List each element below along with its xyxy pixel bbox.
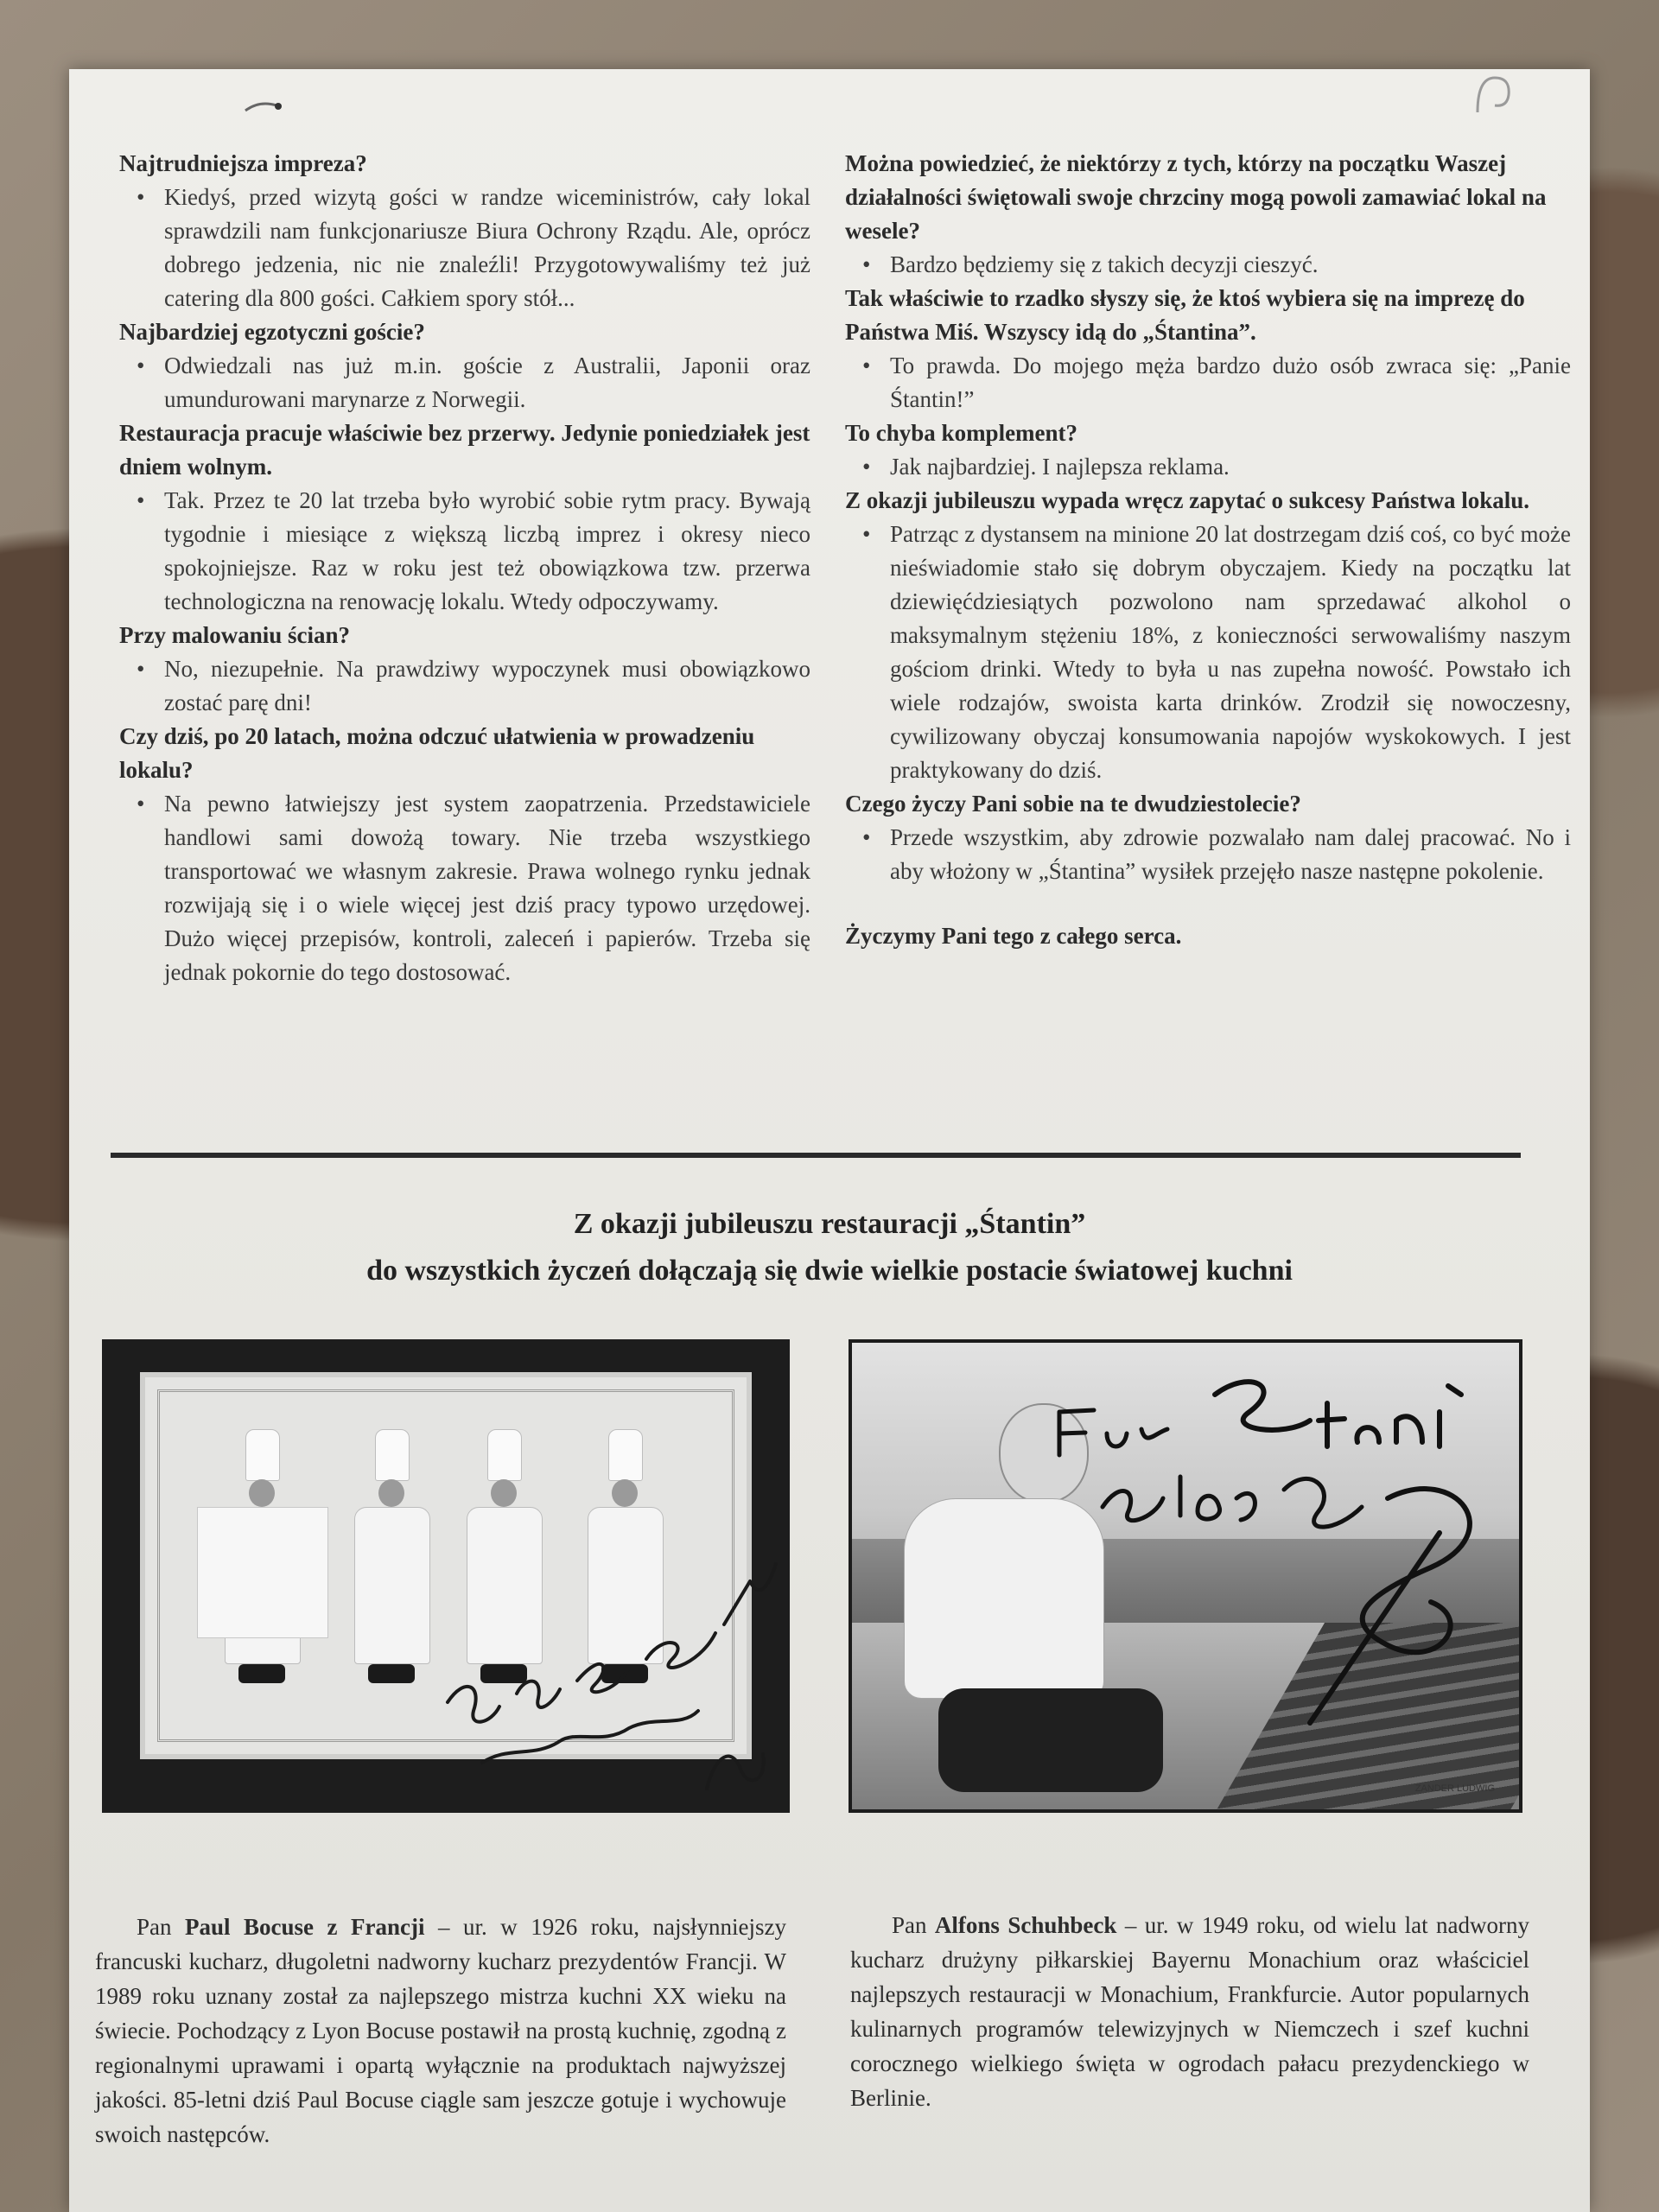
answer: • Odwiedzali nas już m.in. goście z Australii, Japonii oraz umundurowani marynarze z Norwegii.	[119, 349, 810, 416]
question: To chyba komplement?	[845, 420, 1078, 446]
chef-figure	[577, 1429, 672, 1697]
photo-paul-bocuse	[102, 1339, 790, 1813]
caption-paul-bocuse	[95, 1910, 786, 2152]
caption-prefix: Pan	[892, 1912, 935, 1938]
question: Czy dziś, po 20 latach, można odczuć ułatwienia w prowadzeniu lokalu?	[119, 723, 755, 783]
newspaper-page	[69, 69, 1590, 2212]
answer: • Tak. Przez te 20 lat trzeba było wyrobić sobie rytm pracy. Bywają tygodnie i miesiące z większą liczbą imprez i okresy nieco spokojniejsze. Raz w roku jest też obowiązkowa tzw. przerwa technologiczna na renowację lokalu. Wtedy odpoczywamy.	[119, 484, 810, 619]
answer: • Kiedyś, przed wizytą gości w randze wiceministrów, cały lokal sprawdzili nam funkcjonariusze Biura Ochrony Rządu. Ale, oprócz dobrego jedzenia, nic nie znaleźli! Przygotowywaliśmy też już catering dla 800 gości. Całkiem spory stół...	[119, 181, 810, 315]
caption-name: Paul Bocuse z Francji	[185, 1914, 425, 1940]
chef-portrait	[887, 1403, 1146, 1801]
chef-figure	[456, 1429, 551, 1697]
question: Restauracja pracuje właściwie bez przerwy. Jedynie poniedziałek jest dniem wolnym.	[119, 420, 810, 480]
interview-left-column	[119, 147, 810, 989]
answer: • Patrząc z dystansem na minione 20 lat dostrzegam dziś coś, co być może nieświadomie stało się dobrym obyczajem. Kiedy na początku lat dziewięćdziesiątych pozwolono nam sprzedawać alkohol o maksymalnym stężeniu 18%, z konieczności serwowaliśmy naszym gościom drinki. Wtedy to była u nas zupełna nowość. Powstało ich wiele rodzajów, swoista karta drinków. Zrodził się nowoczesny, cywilizowany obyczaj konsumowania napojów wyskokowych. I jest praktykowany do dziś.	[845, 518, 1571, 787]
question: Można powiedzieć, że niektórzy z tych, którzy na początku Waszej działalności świętowali swoje chrzciny mogą powoli zamawiać lokal na wesele?	[845, 150, 1547, 244]
caption-text: – ur. w 1949 roku, od wielu lat nadworny kucharz drużyny piłkarskiej Bayernu Monachium oraz właściciel najlepszych restauracji w Monachium, Frankfurcie. Autor popularnych kulinarnych programów telewizyjnych w Niemczech i szef kuchni corocznego wielkiego święta w ogrodach pałacu prezydenckiego w Berlinie.	[850, 1912, 1530, 2111]
photo-credit: ZANDER LUDWIG	[1414, 1783, 1495, 1794]
answer: • Na pewno łatwiejszy jest system zaopatrzenia. Przedstawiciele handlowi sami dowożą towary. Nie trzeba wszystkiego transportować we własnym zakresie. Prawa wolnego rynku jednak rozwijają się i o wiele więcej jest dziś pracy typowo urzędowej. Dużo więcej przepisów, kontroli, zaleceń i papierów. Trzeba się jednak pokornie do tego dostosować.	[119, 787, 810, 989]
staple-mark	[242, 93, 285, 119]
caption-prefix: Pan	[137, 1914, 186, 1940]
answer: • No, niezupełnie. Na prawdziwy wypoczynek musi obowiązkowo zostać parę dni!	[119, 652, 810, 720]
question: Najtrudniejsza impreza?	[119, 150, 367, 176]
headline-line-2: do wszystkich życzeń dołączają się dwie wielkie postacie światowej kuchni	[366, 1255, 1293, 1287]
answer: • Bardzo będziemy się z takich decyzji cieszyć.	[845, 248, 1571, 282]
caption-alfons-schuhbeck	[850, 1908, 1529, 2115]
question: Tak właściwie to rzadko słyszy się, że ktoś wybiera się na imprezę do Państwa Miś. Wszyscy idą do „Śtantina”.	[845, 285, 1525, 345]
closing-line: Życzymy Pani tego z całego serca.	[845, 923, 1182, 949]
section-headline	[69, 1201, 1590, 1294]
question: Z okazji jubileuszu wypada wręcz zapytać o sukcesy Państwa lokalu.	[845, 487, 1530, 513]
question: Najbardziej egzotyczni goście?	[119, 319, 425, 345]
answer: • Przede wszystkim, aby zdrowie pozwalało nam dalej pracować. No i aby włożony w „Śtantina” wysiłek przejęło nasze następne pokolenie.	[845, 821, 1571, 888]
white-cloth	[197, 1507, 328, 1638]
answer: • To prawda. Do mojego męża bardzo dużo osób zwraca się: „Panie Śtantin!”	[845, 349, 1571, 416]
caption-name: Alfons Schuhbeck	[934, 1912, 1117, 1938]
question: Czego życzy Pani sobie na te dwudziestolecie?	[845, 791, 1301, 817]
photo-alfons-schuhbeck	[849, 1339, 1522, 1813]
headline-line-1: Z okazji jubileuszu restauracji „Śtantin”	[573, 1208, 1086, 1240]
answer: • Jak najbardziej. I najlepsza reklama.	[845, 450, 1571, 484]
chef-figure	[344, 1429, 439, 1697]
chef-figure	[214, 1429, 309, 1697]
paper-clip-mark	[1469, 69, 1521, 121]
section-divider	[111, 1153, 1521, 1158]
caption-text: – ur. w 1926 roku, najsłynniejszy francuski kucharz, długoletni nadworny kucharz prezydentów Francji. W 1989 roku uznany został za najlepszego mistrza kuchni XX wieku na świecie. Pochodzący z Lyon Bocuse postawił na prostą kuchnię, zgodną z regionalnymi uprawami i opartą wyłącznie na produktach najwyższej jakości. 85-letni dziś Paul Bocuse ciągle sam jeszcze gotuje i wychowuje swoich następców.	[95, 1914, 787, 2147]
photo-frame	[140, 1372, 752, 1759]
interview-right-column	[845, 147, 1571, 953]
question: Przy malowaniu ścian?	[119, 622, 350, 648]
